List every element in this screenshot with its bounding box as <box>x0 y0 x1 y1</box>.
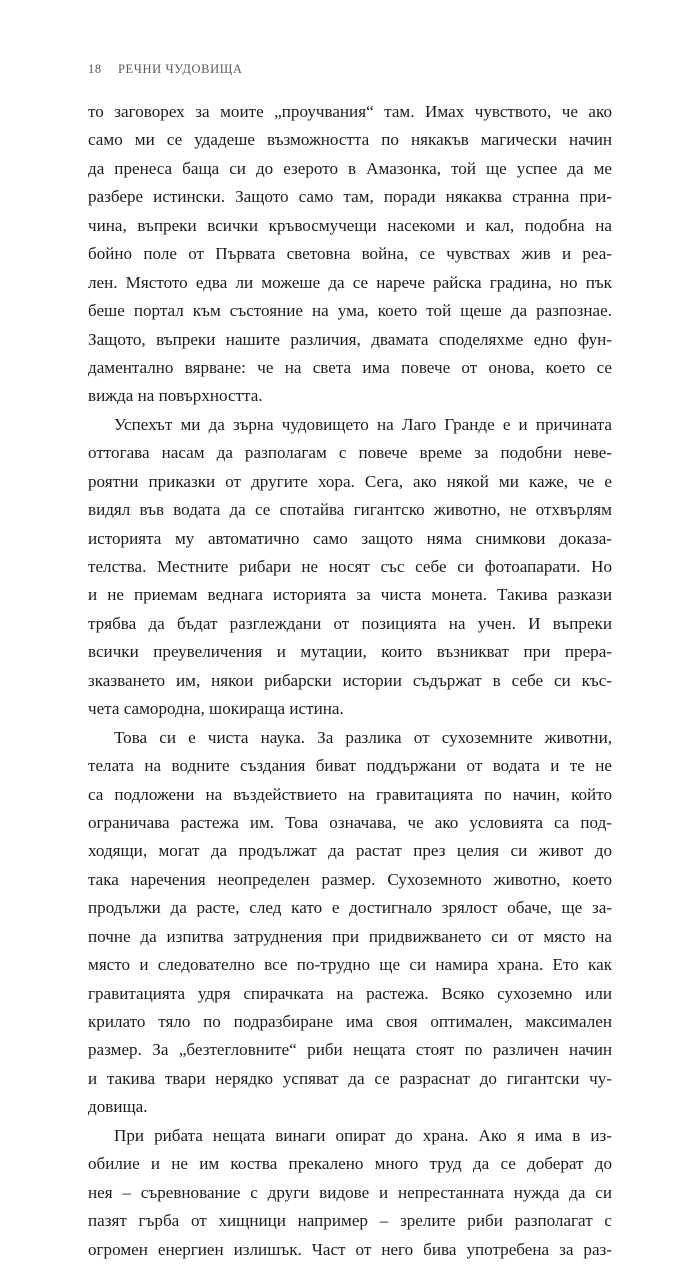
text-line: и такива твари нерядко успяват да се разраснат до гигантски чу- <box>88 1068 612 1088</box>
text-line: Това си е чиста наука. За разлика от сухоземните животни, <box>114 727 612 747</box>
text-line: така наречения неопределен размер. Сухоземното животно, което <box>88 869 612 889</box>
text-line: чина, въпреки всички кръвосмучещи насекоми и кал, подобна на <box>88 215 612 235</box>
text-line: беше портал към състояние на ума, което той щеше да разпознае. <box>88 301 612 321</box>
text-line: бойно поле от Първата световна война, се чувствах жив и реа- <box>88 244 612 264</box>
text-line: разбере истински. Защото само там, поради някаква странна при- <box>88 187 612 207</box>
text-line: довища. <box>88 1097 148 1117</box>
text-line: ходящи, могат да продължат да растат през целия си живот до <box>88 841 612 861</box>
text-line: трябва да бъдат разглеждани от позицията на учен. И въпреки <box>88 613 612 633</box>
text-line: телата на водните създания биват поддържани от водата и те не <box>88 756 612 776</box>
text-line: видял във водата да се спотайва гигантско животно, не отхвърлям <box>88 500 612 520</box>
text-line: вижда на повърхността. <box>88 386 263 406</box>
text-line: продължи да расте, след като е достигнало зрялост обаче, ще за- <box>88 898 612 918</box>
text-line: даментално вярване: че на света има повече от онова, което се <box>88 357 612 377</box>
text-line: са подложени на въздействието на гравитацията по начин, който <box>88 784 612 804</box>
text-line: размер. За „безтегловните“ риби нещата стоят по различен начин <box>88 1040 612 1060</box>
text-line: пазят гърба от хищници например – зрелите риби разполагат с <box>88 1211 612 1231</box>
body-text <box>88 98 612 1264</box>
text-line: лен. Мястото едва ли можеше да се нарече райска градина, но пък <box>88 272 612 292</box>
text-line: зказването им, някои рибарски истории съдържат в себе си къс- <box>88 670 612 690</box>
text-line: място и следователно все по-трудно ще си намира храна. Ето как <box>88 955 612 975</box>
text-line: При рибата нещата винаги опират до храна. Ако я има в из- <box>114 1125 612 1145</box>
text-line: крилато тяло по подразбиране има своя оптимален, максимален <box>88 1012 612 1031</box>
text-line: почне да изпитва затруднения при придвижването си от място на <box>88 926 612 946</box>
text-line: роятни приказки от другите хора. Сега, ако някой ми каже, че е <box>88 471 612 491</box>
text-line: Успехът ми да зърна чудовището на Лаго Гранде е и причината <box>114 414 612 434</box>
page-number: 18 <box>88 62 102 76</box>
text-line: всички преувеличения и мутации, които възникват при прера- <box>88 642 612 662</box>
text-line: историята му автоматично само защото няма снимкови доказа- <box>88 528 612 548</box>
text-line: гравитацията удря спирачката на растежа. Всяко сухоземно или <box>88 983 612 1003</box>
text-line: и не приемам веднага историята за чиста монета. Такива разкази <box>88 585 612 605</box>
running-header <box>88 62 608 77</box>
text-line: Защото, въпреки нашите различия, двамата споделяхме едно фун- <box>88 329 612 349</box>
text-line: само ми се удадеше възможността по някакъв магически начин <box>88 130 612 150</box>
text-line: да пренеса баща си до езерото в Амазонка, той ще успее да ме <box>88 158 612 178</box>
text-line: обилие и не им коства прекалено много труд да се доберат до <box>88 1154 612 1174</box>
text-line: оттогава насам да разполагам с повече време за подобни неве- <box>88 443 612 463</box>
text-line: чета самородна, шокираща истина. <box>88 699 344 719</box>
text-line: ограничава растежа им. Това означава, че ако условията са под- <box>88 812 612 832</box>
text-line: нея – съревнование с други видове и непрестанната нужда да си <box>88 1182 612 1202</box>
text-line: огромен енергиен излишък. Част от него бива употребена за раз- <box>88 1239 612 1259</box>
book-title: РЕЧНИ ЧУДОВИЩА <box>118 62 243 76</box>
text-line: телства. Местните рибари не носят със себе си фотоапарати. Но <box>88 557 612 576</box>
text-line: то заговорех за моите „проучвания“ там. Имах чувството, че ако <box>88 102 612 121</box>
